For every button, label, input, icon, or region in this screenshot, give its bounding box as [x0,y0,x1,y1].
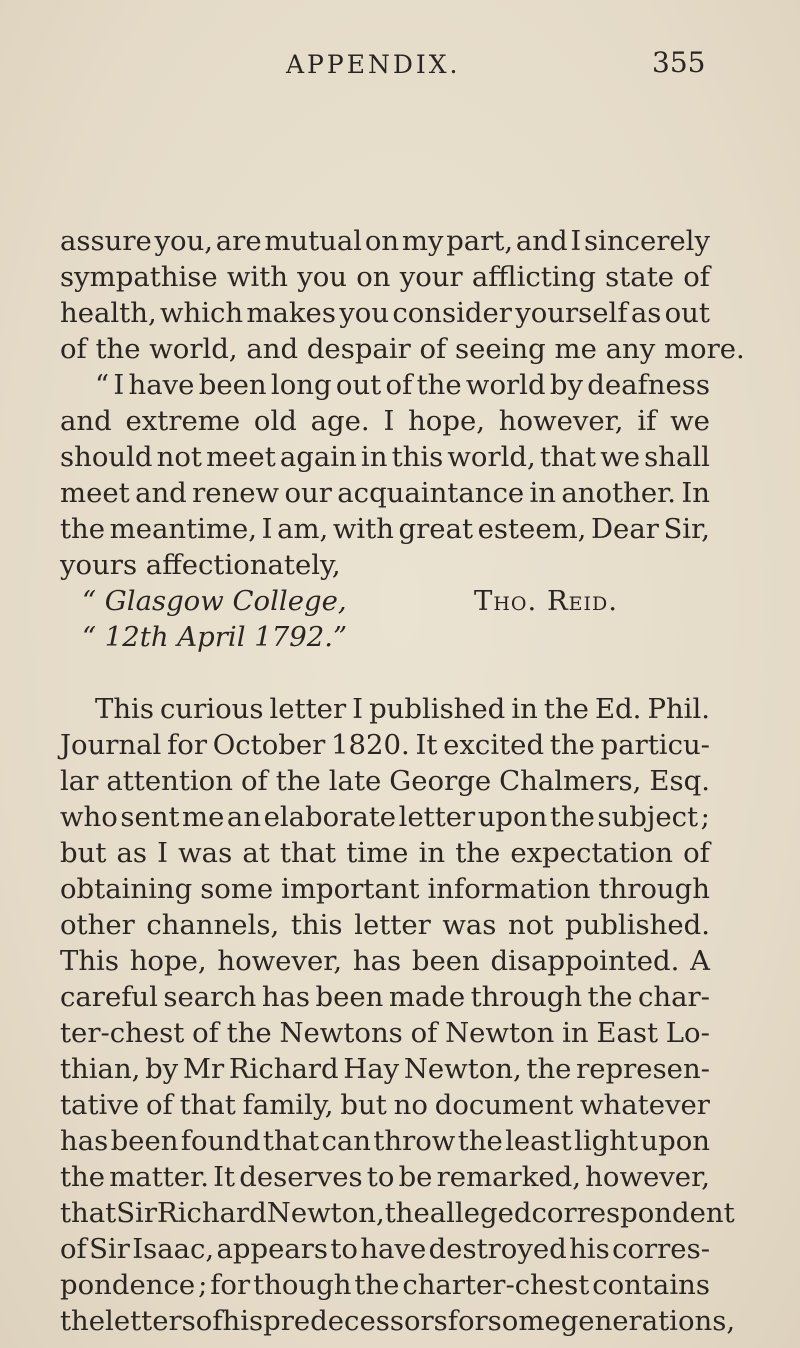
text-line: yours affectionately, [60,549,341,581]
text-line: “ I have been long out of the world by deafness [95,369,710,401]
signature-name: Tho. Reid. [474,585,619,617]
text-line: lar attention of the late George Chalmers, Esq. [60,765,710,797]
text-line: but as I was at that time in the expectation of [60,837,710,869]
text-line: ter-chest of the Newtons of Newton in East Lo- [60,1017,710,1049]
text-line: health, which makes you consider yourself as out [60,297,710,329]
text-line: assure you, are mutual on my part, and I sincerely [60,225,710,257]
text-line: that Sir Richard Newton, the alleged correspondent [60,1197,735,1229]
text-line: obtaining some important information through [60,873,710,905]
text-line: the letters of his predecessors for some generations, [60,1305,736,1337]
text-line: careful search has been made through the char- [60,981,710,1013]
text-line: who sent me an elaborate letter upon the subject ; [60,801,710,833]
text-line: meet and renew our acquaintance in another. In [60,477,710,509]
text-line: of the world, and despair of seeing me any more. [60,333,745,365]
running-head: APPENDIX. [286,50,461,79]
text-line: the meantime, I am, with great esteem, Dear Sir, [60,513,710,545]
text-line: the matter. It deserves to be remarked, however, [60,1161,710,1193]
page-number: 355 [652,46,706,79]
text-line: and extreme old age. I hope, however, if we [60,405,710,437]
text-line: should not meet again in this world, that we shall [60,441,710,473]
text-line: sympathise with you on your afflicting state of [60,261,710,293]
text-line: has been found that can throw the least light upon [60,1125,710,1157]
text-line: of Sir Isaac, appears to have destroyed his corres- [60,1233,710,1265]
text-line: pondence ; for though the charter-chest contains [60,1269,710,1301]
text-line: thian, by Mr Richard Hay Newton, the represen- [60,1053,710,1085]
text-line: other channels, this letter was not published. [60,909,710,941]
signature-date: “ 12th April 1792.” [82,621,348,653]
signature-place: “ Glasgow College, [82,585,347,617]
text-line: This hope, however, has been disappointed. A [60,945,710,977]
text-line: Journal for October 1820. It excited the particu- [60,729,710,761]
text-line: This curious letter I published in the Ed. Phil. [95,693,710,725]
text-line: tative of that family, but no document whatever [60,1089,710,1121]
